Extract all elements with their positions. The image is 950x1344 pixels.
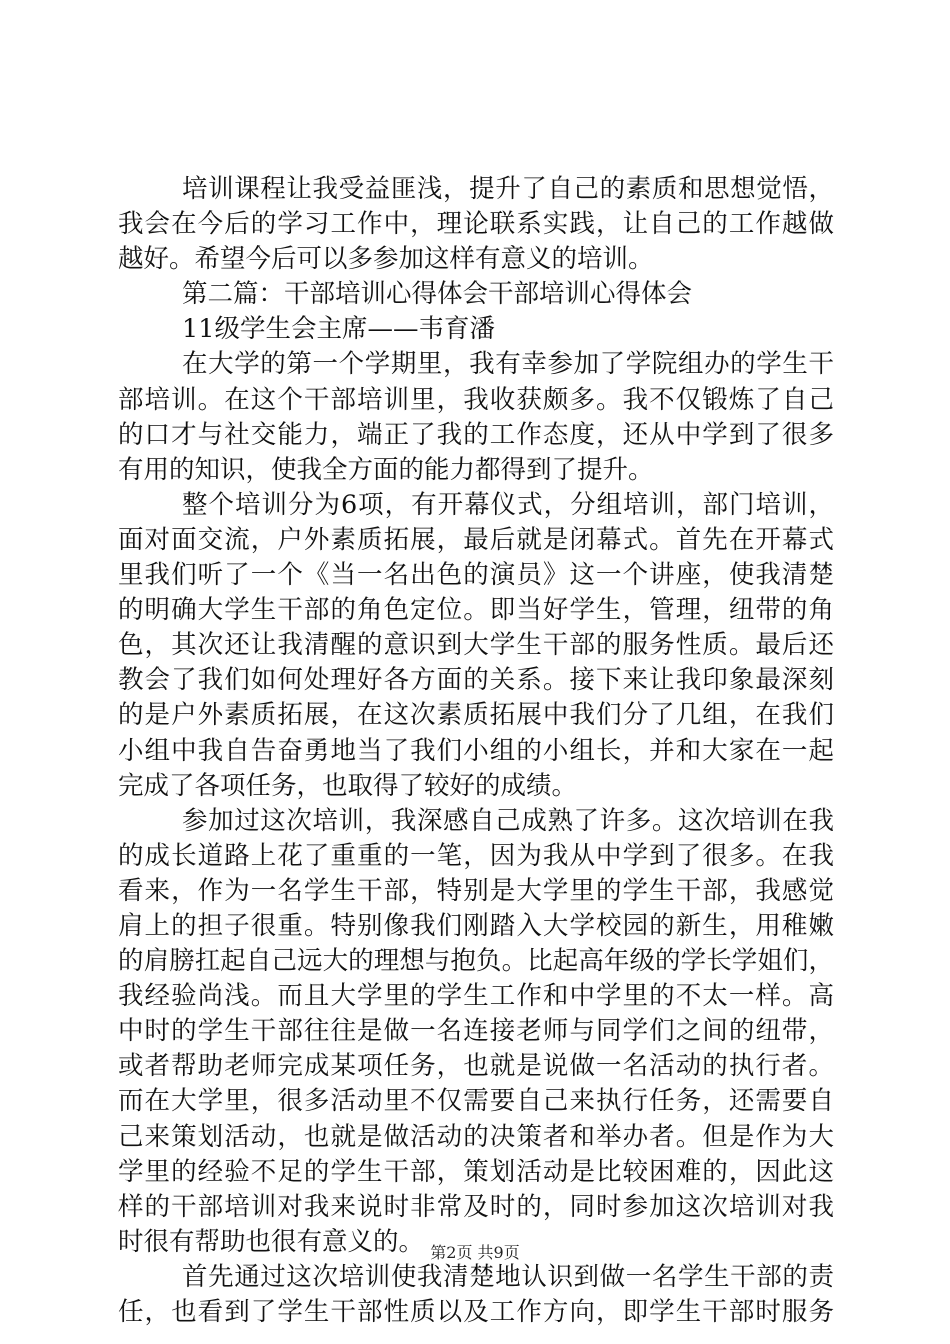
text-line: 我会在今后的学习工作中，理论联系实践，让自己的工作越做 [118,209,834,240]
text-line: 学里的经验不足的学生干部，策划活动是比较困难的，因此这 [118,1156,834,1187]
text-line: 我经验尚浅。而且大学里的学生工作和中学里的不太一样。高 [118,981,834,1012]
text-line: 11级学生会主席——韦育潘 [182,314,495,345]
text-line: 而在大学里，很多活动里不仅需要自己来执行任务，还需要自 [118,1086,834,1117]
text-line: 任，也看到了学生干部性质以及工作方向，即学生干部时服务 [118,1297,834,1327]
page-footer [0,1243,950,1263]
text-line: 的口才与社交能力，端正了我的工作态度，还从中学到了很多 [118,419,834,450]
text-line: 时很有帮助也很有意义的。 [118,1226,425,1257]
text-line: 小组中我自告奋勇地当了我们小组的小组长，并和大家在一起 [118,735,834,766]
text-line: 色，其次还让我清醒的意识到大学生干部的服务性质。最后还 [118,630,834,661]
text-line: 有用的知识，使我全方面的能力都得到了提升。 [118,454,654,485]
text-line: 中时的学生干部往往是做一名连接老师与同学们之间的纽带， [118,1016,834,1047]
text-line: 完成了各项任务，也取得了较好的成绩。 [118,770,578,801]
page-number-label: 第2页 共9页 [430,1243,520,1262]
text-line: 参加过这次培训，我深感自己成熟了许多。这次培训在我 [182,805,834,836]
text-line: 肩上的担子很重。特别像我们刚踏入大学校园的新生，用稚嫩 [118,910,834,941]
text-line: 整个培训分为6项，有开幕仪式，分组培训，部门培训， [182,489,834,520]
text-line: 的是户外素质拓展，在这次素质拓展中我们分了几组，在我们 [118,700,834,731]
text-line: 样的干部培训对我来说时非常及时的，同时参加这次培训对我 [118,1191,834,1222]
text-line: 首先通过这次培训使我清楚地认识到做一名学生干部的责 [182,1261,834,1292]
text-line: 在大学的第一个学期里，我有幸参加了学院组办的学生干 [182,349,834,380]
text-line: 或者帮助老师完成某项任务，也就是说做一名活动的执行者。 [118,1051,834,1082]
text-line: 己来策划活动，也就是做活动的决策者和举办者。但是作为大 [118,1121,834,1152]
text-line: 部培训。在这个干部培训里，我收获颇多。我不仅锻炼了自己 [118,384,834,415]
text-line: 第二篇：干部培训心得体会干部培训心得体会 [182,279,693,310]
text-line: 里我们听了一个《当一名出色的演员》这一个讲座，使我清楚 [118,560,834,591]
document-body [118,172,834,1330]
text-line: 的明确大学生干部的角色定位。即当好学生，管理，纽带的角 [118,595,834,626]
text-line: 的肩膀扛起自己远大的理想与抱负。比起高年级的学长学姐们， [118,946,834,977]
text-line: 培训课程让我受益匪浅，提升了自己的素质和思想觉悟， [182,174,834,204]
text-line: 教会了我们如何处理好各方面的关系。接下来让我印象最深刻 [118,665,834,696]
text-line: 越好。希望今后可以多参加这样有意义的培训。 [118,244,654,275]
text-line: 的成长道路上花了重重的一笔，因为我从中学到了很多。在我 [118,840,834,871]
text-line: 面对面交流，户外素质拓展，最后就是闭幕式。首先在开幕式 [118,524,834,555]
text-line: 看来，作为一名学生干部，特别是大学里的学生干部，我感觉 [118,875,834,906]
